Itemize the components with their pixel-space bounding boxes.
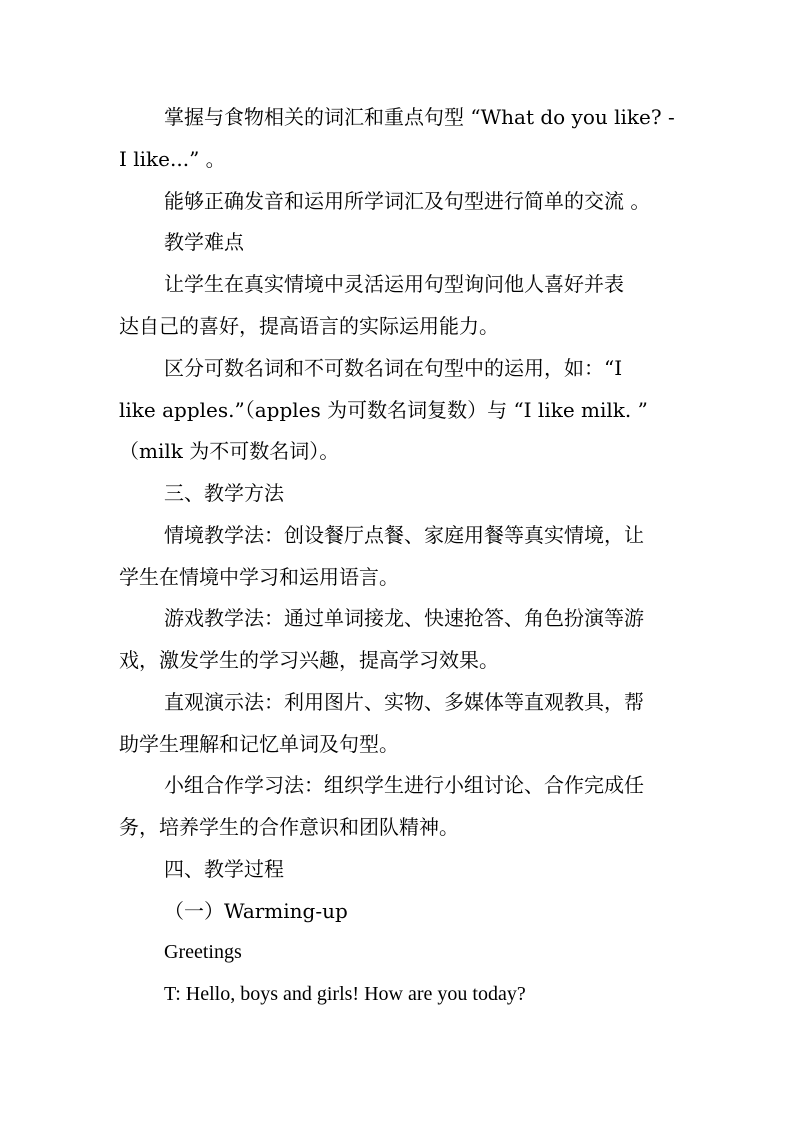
text-line: I like...” 。 — [119, 147, 226, 171]
text-line: 直观演示法：利用图片、实物、多媒体等直观教具，帮 — [164, 690, 644, 714]
text-line: 游戏教学法：通过单词接龙、快速抢答、角色扮演等游 — [164, 606, 644, 630]
text-line: 让学生在真实情境中灵活运用句型询问他人喜好并表 — [164, 272, 624, 296]
text-line: T: Hello, boys and girls! How are you today? — [164, 983, 526, 1005]
text-line: 助学生理解和记忆单词及句型。 — [119, 732, 399, 756]
text-line: like apples.”（apples 为可数名词复数）与 “I like milk. ” — [119, 398, 648, 422]
text-line: （milk 为不可数名词）。 — [119, 439, 340, 463]
text-line: 掌握与食物相关的词汇和重点句型 “What do you like? - — [164, 105, 675, 129]
text-line: 务，培养学生的合作意识和团队精神。 — [119, 815, 459, 839]
text-line: 学生在情境中学习和运用语言。 — [119, 565, 399, 589]
text-line: 能够正确发音和运用所学词汇及句型进行简单的交流 。 — [164, 189, 651, 213]
text-line: 达自己的喜好，提高语言的实际运用能力。 — [119, 314, 499, 338]
text-line: 区分可数名词和不可数名词在句型中的运用，如：“I — [164, 356, 623, 380]
section-heading: 三、教学方法 — [164, 481, 284, 505]
text-line: 情境教学法：创设餐厅点餐、家庭用餐等真实情境，让 — [164, 523, 644, 547]
text-line: Greetings — [164, 941, 242, 963]
subsection-heading: （一）Warming-up — [164, 899, 348, 923]
section-heading: 教学难点 — [164, 230, 244, 254]
text-line: 小组合作学习法：组织学生进行小组讨论、合作完成任 — [164, 773, 644, 797]
text-line: 戏，激发学生的学习兴趣，提高学习效果。 — [119, 648, 499, 672]
section-heading: 四、教学过程 — [164, 857, 284, 881]
